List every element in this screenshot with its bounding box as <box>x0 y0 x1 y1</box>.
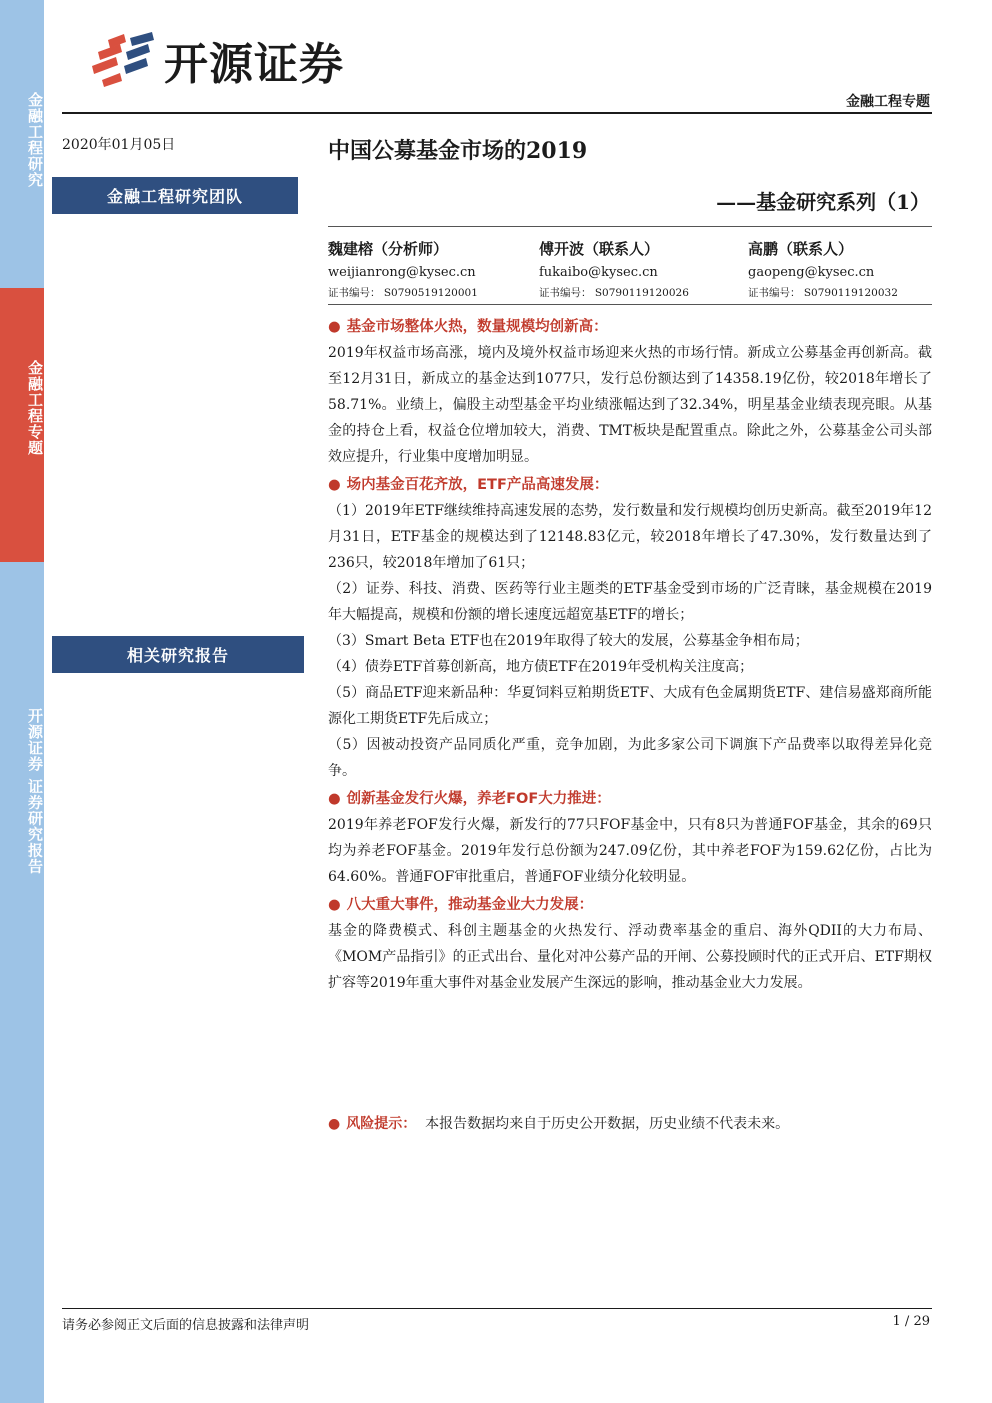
brand-name: 开源证券 <box>164 39 344 90</box>
section-paragraph: （1）2019年ETF继续维持高速发展的态势，发行数量和发行规模均创历史新高。截至2019年12月31日，ETF基金的规模达到了12148.83亿元，较2018年增长了47.30%，发行数量达到了236只，较2018年增加了61只； <box>328 503 932 571</box>
author-cert: 证书编号： S0790119120026 <box>539 287 689 299</box>
author-email[interactable]: gaopeng@kysec.cn <box>748 265 875 280</box>
section-paragraph: 基金的降费模式、科创主题基金的火热发行、浮动费率基金的重启、海外QDII的大力布局、《MOM产品指引》的正式出台、量化对冲公募产品的开闸、公募投顾时代的正式开启、ETF期权扩容等2019年重大事件对基金业发展产生深远的影响，推动基金业大力发展。 <box>328 923 932 991</box>
related-reports-label: 相关研究报告 <box>52 636 304 673</box>
section-paragraph: 2019年权益市场高涨，境内及境外权益市场迎来火热的市场行情。新成立公募基金再创新高。截至12月31日，新成立的基金达到1077只，发行总份额达到了14358.19亿份，较2018年增长了58.71%。业绩上，偏股主动型基金平均业绩涨幅达到了32.34%，明星基金业绩表现亮眼。从基金的持仓上看，权益仓位增加较大，消费、TMT板块是配置重点。除此之外，公募基金公司头部效应提升，行业集中度增加明显。 <box>328 345 932 465</box>
section-paragraph: （2）证券、科技、消费、医药等行业主题类的ETF基金受到市场的广泛青睐，基金规模在2019年大幅提高，规模和份额的增长速度远超宽基ETF的增长； <box>328 581 932 623</box>
footer-divider <box>62 1308 932 1309</box>
side-label-mid: 金融工程专题 <box>26 360 44 456</box>
brand-mark-icon <box>90 30 160 90</box>
section-heading: ● 基金市场整体火热，数量规模均创新高： <box>328 319 608 335</box>
author-cert: 证书编号： S0790119120032 <box>748 287 898 299</box>
section-paragraph: （5）商品ETF迎来新品种：华夏饲料豆粕期货ETF、大成有色金属期货ETF、建信易盛郑商所能源化工期货ETF先后成立； <box>328 685 932 727</box>
side-label-bottom: 开源证券 证券研究报告 <box>26 708 44 875</box>
bullet-icon: ● <box>328 477 341 493</box>
side-stripe <box>0 0 44 1403</box>
author-2 <box>539 238 739 302</box>
risk-label: 风险提示： <box>346 1116 417 1132</box>
footer-disclaimer: 请务必参阅正文后面的信息披露和法律声明 <box>62 1318 310 1333</box>
risk-text: 本报告数据均来自于历史公开数据，历史业绩不代表未来。 <box>425 1116 790 1132</box>
author-name: 傅开波（联系人） <box>539 240 660 258</box>
side-label-top: 金融工程研究 <box>26 92 44 188</box>
brand-logo <box>90 30 344 90</box>
section-heading: ● 创新基金发行火爆，养老FOF大力推进： <box>328 791 611 807</box>
report-subtitle: ——基金研究系列（1） <box>716 190 930 214</box>
report-date: 2020年01月05日 <box>62 137 176 153</box>
page-number: 1 / 29 <box>892 1314 930 1329</box>
section-paragraph: （5）因被动投资产品同质化严重，竞争加剧，为此多家公司下调旗下产品费率以取得差异化竞争。 <box>328 737 932 779</box>
section-heading: ● 八大重大事件，推动基金业大力发展： <box>328 897 594 913</box>
header-divider <box>62 112 932 114</box>
risk-warning <box>328 1111 932 1137</box>
title-divider <box>328 226 932 227</box>
bullet-icon: ● <box>328 897 341 913</box>
bullet-icon: ● <box>328 791 341 807</box>
author-name: 高鹏（联系人） <box>748 240 854 258</box>
section-paragraph: 2019年养老FOF发行火爆，新发行的77只FOF基金中，只有8只为普通FOF基金，其余的69只均为养老FOF基金。2019年发行总份额为247.09亿份，其中养老FOF为159.62亿份，占比为64.60%。普通FOF审批重启，普通FOF业绩分化较明显。 <box>328 817 932 885</box>
summary-body <box>328 314 932 996</box>
author-cert: 证书编号： S0790519120001 <box>328 287 478 299</box>
author-1 <box>328 238 528 302</box>
section-heading: ● 场内基金百花齐放，ETF产品高速发展： <box>328 477 609 493</box>
author-divider <box>328 304 932 305</box>
bullet-icon: ● <box>328 1116 341 1132</box>
team-label: 金融工程研究团队 <box>52 177 298 214</box>
author-name: 魏建榕（分析师） <box>328 240 449 258</box>
author-3 <box>748 238 948 302</box>
author-email[interactable]: fukaibo@kysec.cn <box>539 265 658 280</box>
bullet-icon: ● <box>328 319 341 335</box>
section-paragraph: （4）债券ETF首募创新高，地方债ETF在2019年受机构关注度高； <box>328 659 754 675</box>
author-email[interactable]: weijianrong@kysec.cn <box>328 265 476 280</box>
section-paragraph: （3）Smart Beta ETF也在2019年取得了较大的发展，公募基金争相布局； <box>328 633 809 649</box>
report-category: 金融工程专题 <box>846 94 930 110</box>
report-title: 中国公募基金市场的2019 <box>328 138 588 164</box>
